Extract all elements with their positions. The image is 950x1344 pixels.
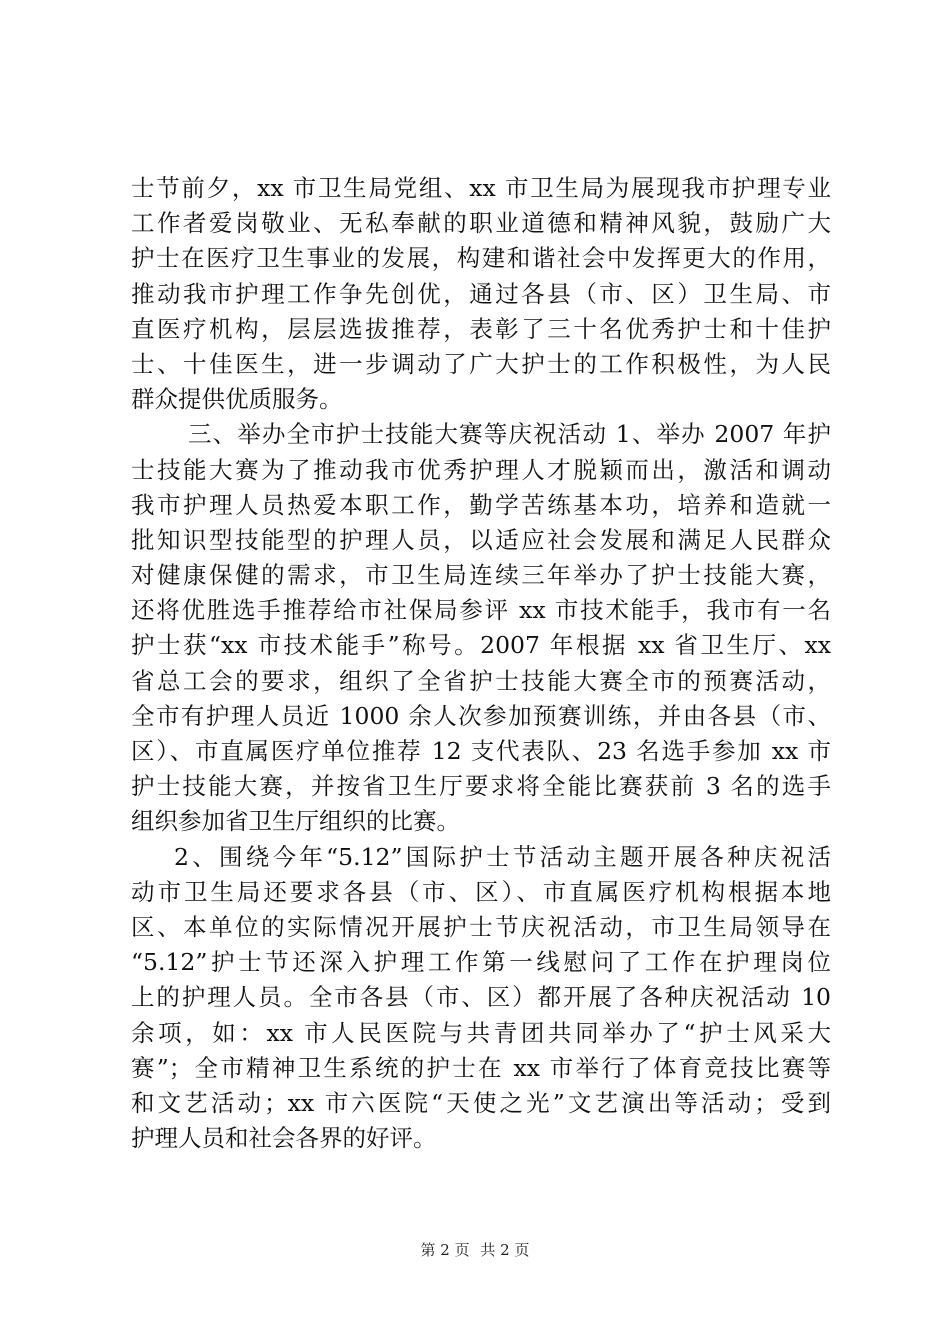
text-line: 省总工会的要求，组织了全省护士技能大赛全市的预赛活动， [131,666,831,695]
text-line: 我市护理人员热爱本职工作，勤学苦练基本功，培养和造就一 [131,490,831,519]
paragraph-start-line: 2、围绕今年“5.12”国际护士节活动主题开展各种庆祝活 [174,842,831,871]
text-line: 直医疗机构，层层选拔推荐，表彰了三十名优秀护士和十佳护 [131,314,831,343]
text-line: 工作者爱岗敬业、无私奉献的职业道德和精神风貌，鼓励广大 [131,209,831,238]
page-footer [0,1240,950,1260]
text-line: 和文艺活动；xx 市六医院“天使之光”文艺演出等活动；受到 [131,1088,831,1117]
text-line: 区）、市直属医疗单位推荐 12 支代表队、23 名选手参加 xx 市 [131,737,831,765]
text-line: 还将优胜选手推荐给市社保局参评 xx 市技术能手，我市有一名 [131,596,831,625]
text-line: 士节前夕，xx 市卫生局党组、xx 市卫生局为展现我市护理专业 [131,174,831,202]
text-line: 护士获“xx 市技术能手”称号。2007 年根据 xx 省卫生厅、xx [131,631,831,660]
text-line: 区、本单位的实际情况开展护士节庆祝活动，市卫生局领导在 [131,912,831,941]
page-number: 第 2 页 [420,1241,470,1259]
text-line: 组织参加省卫生厅组织的比赛。 [131,807,460,836]
text-line: 护理人员和社会各界的好评。 [131,1124,437,1153]
document-body [131,171,831,1156]
text-line: 护士在医疗卫生事业的发展，构建和谐社会中发挥更大的作用， [131,244,831,273]
text-line: 护士技能大赛，并按省卫生厅要求将全能比赛获前 3 名的选手 [131,772,831,801]
text-line: 赛”；全市精神卫生系统的护士在 xx 市举行了体育竞技比赛等 [131,1053,831,1082]
text-line: 士技能大赛为了推动我市优秀护理人才脱颖而出，激活和调动 [131,455,831,484]
paragraph-start-line: 三、举办全市护士技能大赛等庆祝活动 1、举办 2007 年护 [188,420,831,449]
text-line: 全市有护理人员近 1000 余人次参加预赛训练，并由各县（市、 [131,701,831,730]
text-line: “5.12”护士节还深入护理工作第一线慰问了工作在护理岗位 [131,948,831,977]
text-line: 群众提供优质服务。 [131,385,343,414]
text-line: 推动我市护理工作争先创优，通过各县（市、区）卫生局、市 [131,279,831,308]
text-line: 动市卫生局还要求各县（市、区）、市直属医疗机构根据本地 [131,877,831,906]
text-line: 批知识型技能型的护理人员，以适应社会发展和满足人民群众 [131,525,831,554]
text-line: 余项，如：xx 市人民医院与共青团共同举办了“护士风采大 [131,1018,831,1047]
text-line: 上的护理人员。全市各县（市、区）都开展了各种庆祝活动 10 [131,983,831,1012]
text-line: 士、十佳医生，进一步调动了广大护士的工作积极性，为人民 [131,349,831,378]
text-line: 对健康保健的需求，市卫生局连续三年举办了护士技能大赛， [131,561,831,590]
page-total: 共 2 页 [480,1241,530,1259]
